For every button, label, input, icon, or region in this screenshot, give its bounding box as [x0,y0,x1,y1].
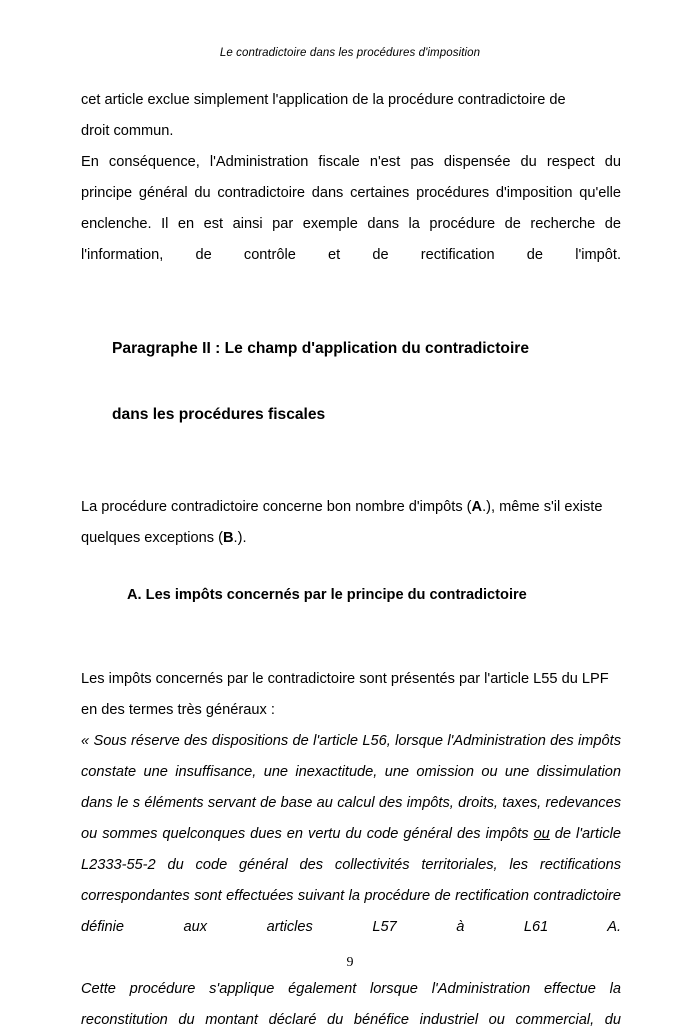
heading-paragraphe-2-line-2: dans les procédures fiscales [112,406,326,423]
paragraph-impots-text-1: La procédure contradictoire concerne bon nombre d'impôts ( [81,499,472,515]
quotation-text-part-1: « Sous réserve des dispositions de l'article L56, lorsque l'Administration des impôts constate une insuffisance, une inexactitude, une omission ou une dissimulation dans le s éléments servant de base au calcul des impôts, droits, taxes, redevances ou sommes quelconques dues en vertu du code général des impôts [81,733,621,842]
spacer [81,464,621,492]
running-head: Le contradictoire dans les procédures d'imposition [219,47,481,59]
reference-label-a: A [471,499,483,515]
heading-paragraphe-2-line-1: Paragraphe II : Le champ d'application du contradictoire [112,340,530,357]
reference-label-b: B [222,530,234,546]
paragraph-impots-text-3: .). [233,530,247,546]
spacer [81,642,621,664]
spacer [81,302,621,332]
quotation-underlined-ou: ou [533,826,550,842]
paragraph-continuation-line-1: cet article exclue simplement l'application de la procédure contradictoire de [81,92,566,108]
paragraph-impots-exceptions [81,492,621,554]
page-content [81,85,621,1028]
quotation-article-l55 [81,726,621,974]
paragraph-impots-text-2: .), même s'il existe quelques exceptions ( [81,499,603,546]
spacer [81,554,621,580]
page-number: 9 [346,955,354,970]
heading-section-a: A. Les impôts concernés par le principe du contradictoire [127,587,527,603]
quotation-text-part-2: de l'article L2333-55-2 du code général des collectivités territoriales, les rectifications correspondantes sont effectuées suivant la procédure de rectification contradictoire définie aux articles L57 à L61 A. [81,826,621,935]
paragraph-article-l55: Les impôts concernés par le contradictoire sont présentés par l'article L55 du LPF en des termes très généraux : [81,671,609,718]
quotation-article-l55-continued: Cette procédure s'applique également lorsque l'Administration effectue la reconstitution du montant déclaré du bénéfice industriel ou commercial, du [81,981,621,1028]
paragraph-consequence: En conséquence, l'Administration fiscale n'est pas dispensée du respect du principe général du contradictoire dans certaines procédures d'imposition qu'elle enclenche. Il en est ainsi par exemple dans la procédure de recherche de l'information, de contrôle et de rectification de l'impôt. [81,154,621,263]
paragraph-continuation-line-2: droit commun. [81,123,174,139]
